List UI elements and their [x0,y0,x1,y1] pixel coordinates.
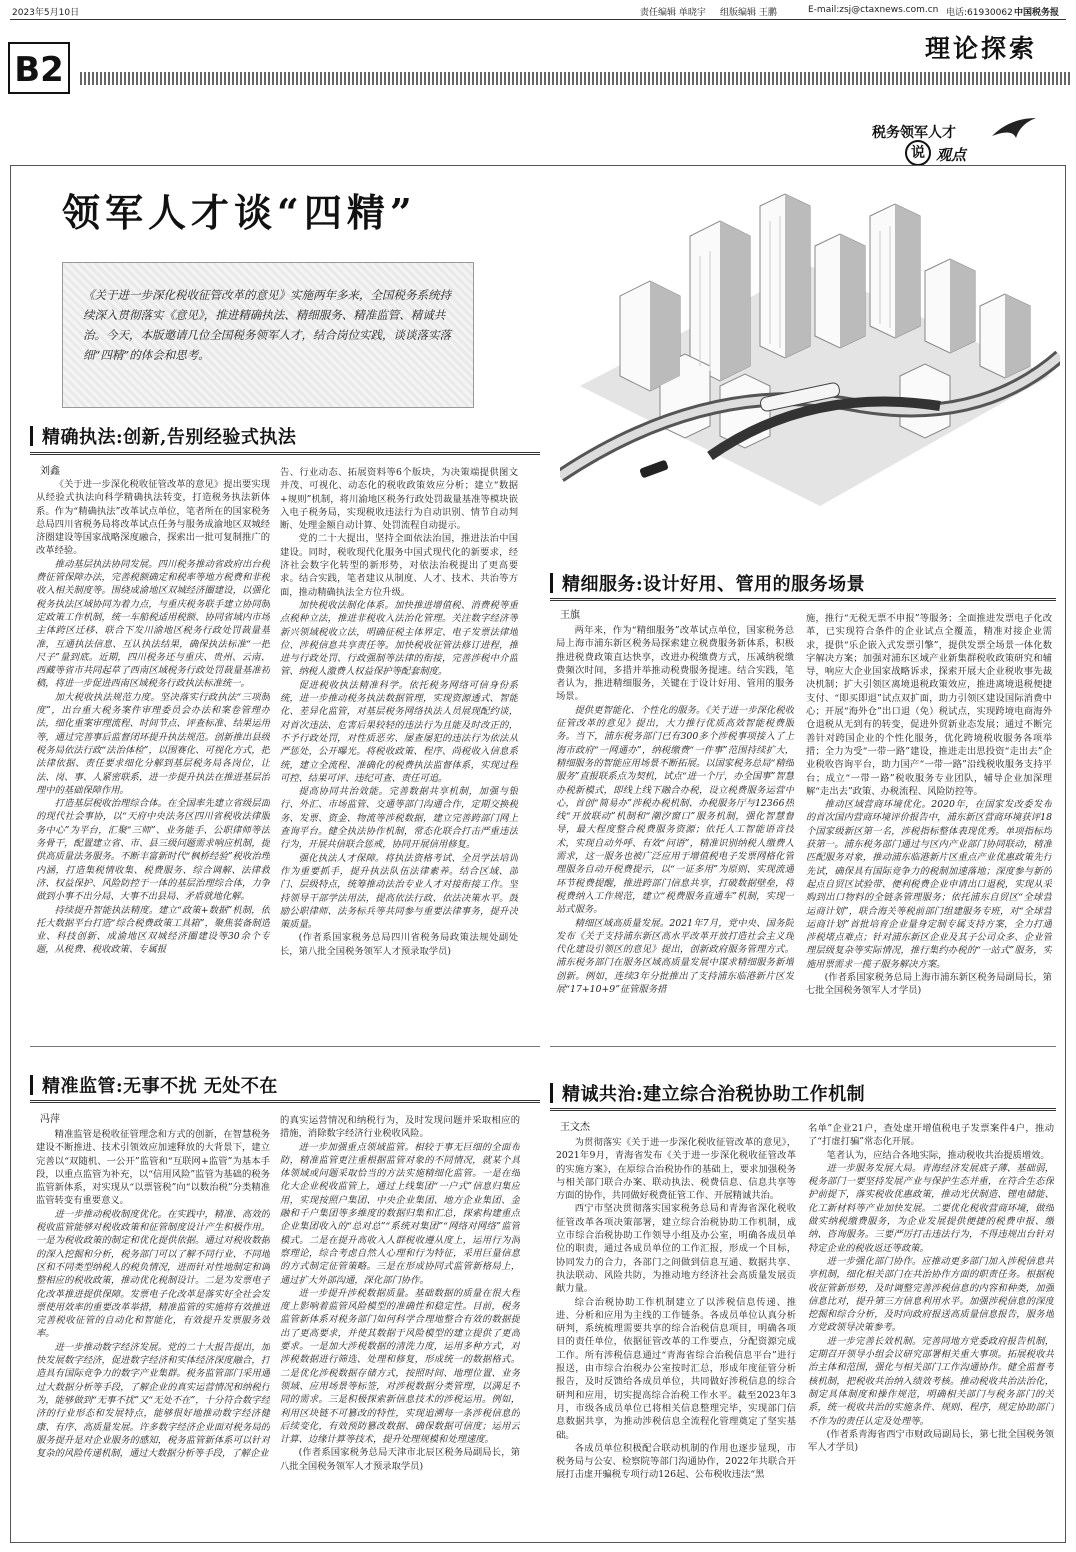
article-3-author: 冯萍 [40,1114,60,1125]
paragraph: 进一步服务发展大局。青海经济发展底子薄、基础弱，税务部门一要坚持发展产业与保护生态并重，在符合生态保护前提下，落实税收优惠政策，推动光伏制造、锂电储能、化工新材料等产业加快发展。二要优化税收营商环境，做细做实纳税缴费服务，为企业发展提供便捷的税费申报、缴纳、咨询服务。三要严厉打击违法行为，不得违规出台针对特定企业的税收返还等政策。 [808,1162,1054,1254]
paragraph: 提供更智能化、个性化的服务。《关于进一步深化税收征管改革的意见》提出，大力推行优质高效智能税费服务。当下，浦东税务部门已有300多个涉税事项接入了上海市政府“一网通办”，纳税缴费“一件事”范围持续扩大，精细服务的智能应用场景不断拓展。以国家税务总局“精细服务”直报联系点为契机，试点“进一个厅，办全国事”智慧办税新模式，即线上线下融合办税，设立税费服务运营中心，首创“简易办”涉税办税机制、办税服务厅与12366热线“开放联动”机制和“潮汐窗口”服务机制，强化智慧督导，最大程度整合税费服务资源；依托人工智能语音技术，实现自动外呼、有效“问语”，精准识别纳税人缴费人需求，这一服务也被广泛应用于增值税电子发票网格化管理服务自动开税费提示，以“一证多用”为原则、实现流通环节税费提醒，推进跨部门信息共享，打破数据壁垒，将税费纳入工作规范，建立“税费服务直通车”机制，实现一站式服务。 [556,704,794,916]
article-1-author: 刘鑫 [40,466,60,477]
article-1-title: 精确执法:创新,告别经验式执法 [42,423,296,449]
article-2-author: 王旗 [560,610,580,621]
section-name: 理论探索 [892,30,1070,68]
article-3-col-2 [280,1114,520,1534]
paragraph: 告、行业动态、拓展资料等6个版块，为决策端提供图文并茂、可视化、动态化的税收政策效应分析；建立“数据+规则”机制，将川渝地区税务行政处罚裁量基准等模块嵌入电子税务局，实现税收违法行为自动识别、情节自动判断、处理金额自动计算、处罚流程自动提示。 [280,467,518,532]
header-rule [10,19,1066,20]
article-2-col-1 [556,624,794,1038]
paragraph: 进一步提升涉税数据质量。基础数据的质量在很大程度上影响着监管风险模型的准确性和稳定性。目前，税务监管新体系对税务部门如何科学合理地整合有效的数据提出了更高要求，并使其数据于风险模型的建立提供了更高要求。一是加大涉税数据的清洗力度，运用多种方式，对涉税数据进行筛选、处理和修复，形成统一的数据格式。二是优化涉税数据存储方式，按照时间、地理位置、业务领域、应用场景等标签，对涉税数据分类管理，以满足不同的需求。三是积极探索新信息技术的涉税运用。例如，利用区块链不可篡改的特性，实现追溯每一条涉税信息的后续变化，有效预防篡改数据、确保数据可信度；运用云计算、边缘计算等技术，提升处理规模和处理速度。 [280,1287,520,1446]
paragraph: 党的二十大提出，坚持全面依法治国，推进法治中国建设。同时，税收现代化服务中国式现代化的新要求，经济社会数字化转型的新形势，对依法治税提出了更高要求。结合实践，笔者建议从制度、人才、技术、共治等方面，推动精确执法全方位升级。 [280,533,518,598]
paragraph: 名单”企业21户，查处虚开增值税电子发票案件4户，推动了“打虚打骗”常态化开展。 [808,1123,1054,1148]
article-3-title: 精准监管:无事不扰 无处不在 [42,1072,278,1098]
paragraph: 加快税收法制化体系。加快推进增值税、消费税等重点税种立法，推进非税收入法治化管理。关注数字经济等新兴领域税收立法，明确征税主体界定、电子发票法律地位、涉税信息共享责任等。加快税收征管法修订进程，推进与行政处罚、行政强制等法律的衔接，完善涉税中介监管、纳税人激费人权益保护等配套制度。 [280,599,518,678]
paragraph: 进一步强化部门协作。应推动更多部门加入涉税信息共享机制，细化相关部门在共治协作方面的职责任务。根据税收征管新形势，及时调整完善涉税信息的内容和种类，加强信息比对，提升第三方信息利用水平。加强涉税信息的深度挖掘和综合分析，及时向政府报送高质量信息报告，服务地方党政领导决策参考。 [808,1255,1054,1334]
author-note: (作者系青海省西宁市财政局副局长，第七批全国税务领军人才学员) [808,1428,1054,1454]
header-date: 2023年5月10日 [12,8,80,18]
divider [550,1046,1056,1047]
article-3-col-1 [36,1128,270,1534]
article-2-rule [550,598,1056,601]
article-4-author: 王文杰 [560,1122,590,1133]
article-3-rule [30,1100,540,1103]
divider [30,1046,540,1047]
header-paper-name: 中国税务报 [1014,8,1060,18]
column-tag-viewpoint: 观点 [936,146,967,164]
seal-icon [905,140,931,166]
city-illustration [560,176,1060,530]
article-4-col-2 [808,1122,1054,1534]
article-4-rule [550,1108,1056,1111]
paragraph: 精准监管是税收征管理念和方式的创新，在智慧税务建设不断推进、技术引领效应加速释放的大背景下，建立完善以“双随机、一公开”监管和“互联网+监管”为基本手段，以重点监管为补充，以“信用风险”监管为基础的税务监管新体系，对实现从“以票管税”向“以数治税”分类精准监管转变有重要意义。 [36,1129,270,1207]
paragraph: 提高协同共治效能。完善数据共享机制，加强与银行、外汇、市场监管、交通等部门沟通合作，定期交换税务、发票、资金、物流等涉税数据，建立完善跨部门网上查询平台。健全执法协作机制，常态化联合打击严重违法行为，开展共信联合惩戒，协同开展信用修复。 [280,786,518,851]
intro-box: 《关于进一步深化税收征管改革的意见》实施两年多来，全国税务系统持续深入贯彻落实《意见》，推进精确执法、精细服务、精准监管、精诚共治。今天，本版邀请几位全国税务领军人才，结合岗位实践，谈谈落实落细“四精”的体会和思考。 [62,262,474,408]
author-note: (作者系国家税务总局上海市浦东新区税务局副局长，第七批全国税务领军人才学员) [806,972,1052,997]
paragraph: 进一步推动数字经济发展。党的二十大报告提出，加快发展数字经济，促进数字经济和实体经济深度融合，打造具有国际竞争力的数字产业集群。税务监管部门采用通过大数据分析等手段，了解企业的真实运营情况和纳税行为，能够做到“无事不扰”又“无处不在”，十分符合数字经济的行业形态和发展特点，能够很好地推动数字经济健康、有序、高质量发展。许多数字经济企业面对税务局的服务提升是对企业服务的感知，税务监管新体系可以针对复杂的风险传递机制，通过大数据分析等手段，了解企业 [36,1341,270,1460]
paragraph: 进一步推动税收制度优化。在实践中，精准、高效的税收监管能够对税收政策和征管制度设计产生积极作用。一是为税收政策的制定和优化提供依据。通过对税收数据的深入挖掘和分析，税务部门可以了解不同行业、不同地区和不同类型纳税人的税负情况，进而针对性地制定和调整相应的税收政策，推动优化税制设计。二是为发票电子化改革推进提供保障。发票电子化改革是落实好全社会发票使用效率的重要改革举措，精准监管的实施将有效推进完善税收征管的自动化和智能化，有效提升发票服务效率。 [36,1208,270,1340]
paragraph: 推动区域营商环境优化。2020年，在国家发改委发布的首次国内营商环境评价报告中，浦东新区营商环境获评18个国家级新区第一名，涉税指标整体表现优秀。单项指标均获第一。浦东税务部门通过与区内产业部门协同联动，精准匹配服务对象，推动浦东临港新片区重点产业优惠政策先行先试，确保具有国际竞争力的税制加速落地；深度参与新的起点自贸区试验带、便利税费企业申请出口退税，实现从采购到出口物料的全链条管理服务；依托浦东自贸区“全球营运商计划”，联合海关等税前部门组建服务专班，对“全球营运商计划”首批培育企业量身定制专属支持方案，全力打通涉税堵点难点；针对浦东新区企业及其子公司众多、企业管理层级复杂等实际情况，推行集约办税的“一站式”服务，实施用票需求一揽子服务解决方案。 [806,799,1052,970]
paragraph: 进一步完善长效机制。完善同地方党委政府报告机制，定期召开领导小组会议研究部署相关重大事项。拓展税收共治主体和范围，强化与相关部门工作沟通协作。健全监督考核机制，把税收共治纳入绩效考核。推动税收共治法治化，制定具体制度和操作规范，明确相关部门与税务部门的关系，统一税收共治的实施条件、规则、程序，规定协助部门不作为的责任认定及处理等。 [808,1335,1054,1427]
article-4-title: 精诚共治:建立综合治税协助工作机制 [562,1080,865,1106]
article-1-col-1 [36,478,270,1034]
column-tag: 税务领军人才 [872,125,956,141]
page-headline: 领军人才谈“四精” [62,190,417,235]
header-editor: 责任编辑 单晓宇 [640,8,706,18]
section-band [80,72,1070,85]
article-4-col-1 [556,1136,796,1534]
article-2-col-2 [806,612,1052,1040]
paragraph: 综合治税协助工作机制建立了以涉税信息传递、推进、分析和应用为主线的工作链条。各成员单位认真分析研判，系统梳理需要共享的综合治税信息项目，明确各项目的责任单位，依据征管改革的工作要点，分配资源完成工作。所有涉税信息通过“青海省综合治税信息平台”进行报送，由市综合治税办公室按时汇总，形成年度征管分析报告，及时反馈给各成员单位，共同做好涉税信息的综合研判和应用，切实提高综合治税工作水平。截至2023年3月，市级各成员单位已将相关信息整理完毕，实现部门信息数据共享，为推动涉税信息全流程化管理奠定了坚实基础。 [556,1296,796,1441]
paragraph: 强化执法人才保障。将执法资格考试、全员学法培训作为重要抓手，提升执法队伍法律素养。结合区域、部门、层级特点，统筹推动法治专业人才对接衔接工作。坚持领导干部学法用法，提高依法行政、依法决策水平。鼓励公职律师、法务标兵等共同参与重要法律事务，提升决策质量。 [280,852,518,931]
paragraph: 推动基层执法协同发展。四川税务推动省政府出台税费征管保障办法，完善税额确定和税率等地方税费和非税收入相关制度等。围绕成渝地区双城经济圈建设，以强化税务执法区域协同为着力点，与重庆税务联手建立协同制定政策工作机制，统一车船税适用税额、协同省域内市场主体跨区迁移、联合下发川渝地区税务行政处罚裁量基准，互通执法信息、互认执法结果，确保执法标准“一把尺子”量到底。近期，四川税务还与重庆、贵州、云南、西藏等省市共同起草了西南区域税务行政处罚裁量基准初稿，将进一步促进西南区域税务行政执法标准统一。 [36,558,270,690]
paragraph: 笔者认为，应结合各地实际，推动税收共治提质增效。 [826,1149,1050,1161]
article-1-rule [30,452,540,455]
paragraph: 施，推行“无税无票不申报”等服务；全面推进发票电子化改革，已实现符合条件的企业试点全覆盖，精准对接企业需求，提供“乐企嵌入式发票引擎”，提供发票全场景一体化数字解决方案；加强对浦东区域产业新集群税收政策研究和辅导，响应大企业国家战略诉求，探索开展大企业税收事先裁决机制；扩大引领区离境退税政策效应，推进离境退税便捷支付、“即买即退”试点双扩面，助力引领区建设国际消费中心；开展“海外仓”出口退（免）税试点，实现跨境电商海外仓退税从无到有的转变，促进外贸新业态发展；通过不断完善针对跨国企业的个性化服务，优化跨境税收服务各项举措；全力为受“一带一路”建设，推进走出思投资“走出去”企业税收咨询平台，助力国产“一带一路”沿线税收服务支持平台；成立“一带一路”税收服务专业团队，辅导企业加深理解“走出去”政策、办税流程、风险防控等。 [806,613,1052,797]
paragraph: 促进税收执法精准科学。依托税务网络可信身份系统，进一步推动税务执法数据管理，实现资源透式、智能化、差异化监管，对基层税务网络执法人员展现配约谈，对首次违法、危害后果较轻的违法行为且能及时改正的，不予行政处罚，对性质恶劣、屡查屡犯的违法行为依法从严惩处，公开曝光。将税收政策、程序、尚税收入信息系统，建立全流程、准确化的税费执法监督体系，实现过程可控、结果可评、违纪可查、责任可追。 [280,679,518,784]
seal-text: 说 [911,145,925,161]
paragraph: 两年来，作为“精细服务”改革试点单位，国家税务总局上海市浦东新区税务局探索建立税费服务新体系，积极推进税费政策直达快享，改进办税缴费方式，压减纳税缴费频次时间，多措并举推动税费服务提速。结合实践，笔者认为，推进精细服务，关键在于设计好用、管用的服务场景。 [556,625,794,703]
author-note: (作者系国家税务总局四川省税务局政策法规处副处长，第八批全国税务领军人才预录取学员) [280,932,518,957]
paragraph: 《关于进一步深化税收征管改革的意见》提出要实现从经验式执法向科学精确执法转变，打造税务执法新体系。作为“精确执法”改革试点单位，笔者所在的国家税务总局四川省税务局将改革试点任务与服务成渝地区双城经济圈建设等国家战略深度融合，探索出一批可复制推广的改革经验。 [36,479,270,557]
paragraph: 精细区域高质量发展。2021年7月，党中央、国务院发布《关于支持浦东新区高水平改革开放打造社会主义现代化建设引领区的意见》提出，创新政府服务管理方式。浦东税务部门在服务区域高质量发展中谋求精细服务新增创新。例如，连续3年分批推出了支持浦东临港新片区发展“17+10+9”征管服务措 [556,917,794,996]
paragraph: 各成员单位积极配合联动机制的作用也逐步显现，市税务局与公安、检察院等部门沟通协作，2022年共联合开展打击虚开骗税专项行动126起、公布税收违法“黑 [556,1442,796,1481]
paragraph: 为贯彻落实《关于进一步深化税收征管改革的意见》，2021年9月，青海省发布《关于进一步深化税收征管改革的实施方案》，在原综合治税协作的基础上，要求加强税务与相关部门联合办案、联动执法、税费信息、信息共享等方面的协作，共同做好税费征管工作、开展精诚共治。 [556,1137,796,1202]
paragraph: 加大税收执法规范力度。坚决落实行政执法“三项制度”，出台重大税务案件审理委员会办法和案卷管理办法，细化重案审理流程、时间节点、评查标准、结果运用等，通过完善事后监督闭环提升执法规范。创新推出县级税务局依法行政“法治体检”，以围赛化、可视化方式，把法律依据、责任要求细化分解到基层税务局各岗位，让法、岗、事、人紧密联系，进一步提升执法在推进基层治理中的基础保障作用。 [36,691,270,796]
header-email: E-mail:zsj@ctaxnews.com.cn [808,5,939,15]
author-note: (作者系国家税务总局天津市北辰区税务局副局长，第八批全国税务领军人才预录取学员) [280,1447,520,1472]
article-1-col-2 [280,466,518,1044]
paragraph: 打造基层税收治理综合体。在全国率先建立省级层面的现代社会事协，以“天府中央法务区四川省税收法律服务中心”为平台，汇聚“三师”、业务能手、公职律师等法务骨干，配置建立省、市、县三级问题需求响应机制，提供高质量法务服务。不断丰富新时代“枫桥经验”税收治理内涵，打造集税情收集、税费服务、综合调解、法律救济、权益保护、风险防控于一体的基层治理综合体，力争做到小事不出分局、大事不出县局、矛盾就地化解。 [36,798,270,903]
header-phone: 电话:61930062 [946,8,1013,18]
page-number: B2 [8,42,70,94]
article-2-title: 精细服务:设计好用、管用的服务场景 [562,570,865,596]
header-layout-editor: 组版编辑 王鹏 [720,8,777,18]
paragraph: 西宁市坚决贯彻落实国家税务总局和青海省深化税收征管改革各项决策部署，建立综合治税协助工作机制，成立市综合治税协助工作领导小组及办公室，明确各成员单位的职责，通过各成员单位的工作汇报，形成一个目标，协同发力的合力，各部门之间做到信息互通、数据共享、执法联动、风险共防，为推动地方经济社会高质量发展贡献力量。 [556,1203,796,1295]
paragraph: 持续提升智能执法精度。建立“政策+数据”机制，依托大数据平台打造“综合税费政策工具箱”，聚焦装备制造业、科技创新、成渝地区双城经济圈建设等30余个专题，从税费、税收政策、专属报 [36,904,270,956]
page-header [0,0,1076,20]
paragraph: 进一步加强重点领域监管。相较于事无巨细的全面布防，精准监管更注重根据监管对象的不同情况，就某个具体领域或问题采取恰当的方法实施精细化监管。一是在细化大企业税收监管上，通过上线集团“一户式”信息归集应用，实现按照户集团、中央企业集团、地方企业集团、金融和千户集团等多维度的数据归集和汇总，探索构建重点企业集团收入的“总对总”“系统对集团”“网络对网络”监管模式。二是在提升高收入人群税收遵从度上，运用行为洞察理论，综合考虑自然人心理和行为特征，采用巨量信息的方式制定征管策略。三是在形成协同式监管新格局上，通过扩大外部沟通，深化部门协作。 [280,1141,520,1286]
paragraph: 的真实运营情况和纳税行为，及时发现问题并采取相应的措施，消除数字经济行业税收风险。 [280,1115,520,1140]
swoosh-icon [990,114,1038,142]
